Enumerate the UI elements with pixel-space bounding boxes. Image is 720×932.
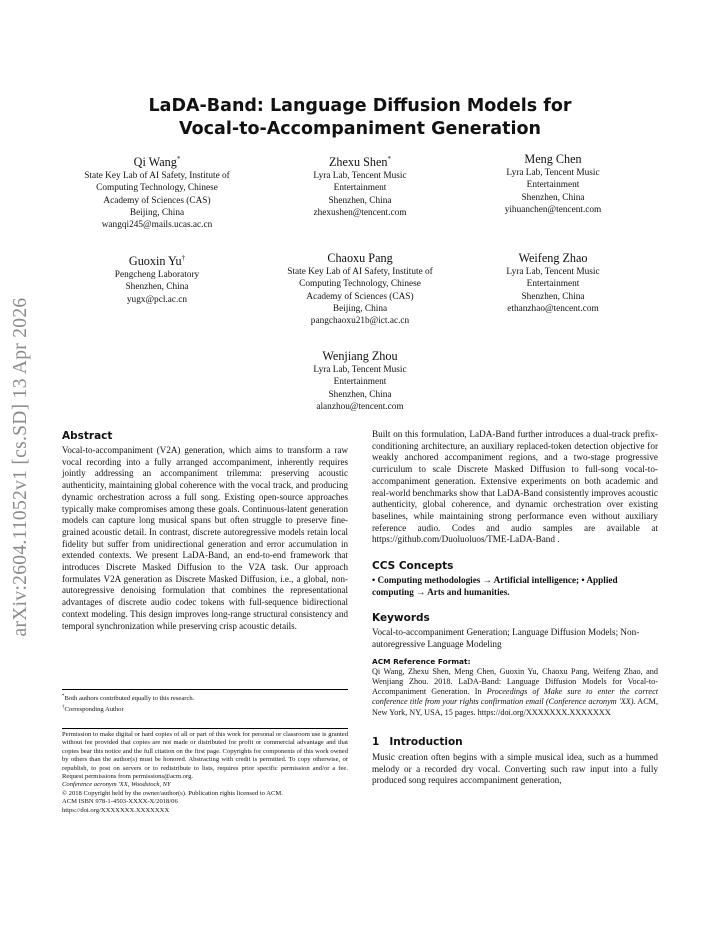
reference-tail: ACM, New York, NY, USA, 15 pages. https://doi.org/XXXXXXX.XXXXXXX [372,697,658,717]
reference-format-heading: ACM Reference Format: [372,656,471,666]
author-location: Shenzhen, China [328,389,392,400]
author-name: Chaoxu Pang [327,251,393,265]
reference-authors: Qi Wang, Zhexu Shen, Meng Chen, Guoxin Yu, Chaoxu Pang, Weifeng Zhao, and Wenjiang Zhou. 2018. LaDA-Band: Language Diffusion Models for Vocal-to-Accompaniment Generation. In [372,666,658,697]
introduction-text: Music creation often begins with a simple musical idea, such as a hummed melody or a recorded dry vocal. Converting such raw input into a fully produced song requires accompaniment generation, [372,751,658,786]
author-location: Beijing, China [129,207,185,218]
arxiv-id-text: arXiv:2604.11052v1 [cs.SD] 13 Apr 2026 [10,297,31,637]
author-affiliation: Entertainment [333,377,387,388]
ccs-heading: CCS Concepts [372,560,454,573]
author-affiliation: Entertainment [526,279,580,290]
author-name: Qi Wang [133,155,177,170]
author-location: Beijing, China [332,303,388,314]
conference-line: Conference acronym 'XX, Woodstock, NY [62,781,171,789]
arxiv-identifier [8,262,34,672]
left-column [62,429,348,632]
doi-link[interactable]: https://doi.org/XXXXXXX.XXXXXXX [62,806,170,814]
author-affiliation: Lyra Lab, Tencent Music [506,267,600,277]
author-affiliation: Academy of Sciences (CAS) [103,195,211,206]
keywords-heading: Keywords [372,612,430,625]
permission-block [62,728,348,815]
introduction-heading [372,735,658,749]
ccs-concepts-text: • Computing methodologies → Artificial intelligence; • Applied computing → Arts and humanities. [372,575,618,597]
copyright-line: © 2018 Copyright held by the owner/author(s). Publication rights licensed to ACM. [62,789,283,797]
author-name: Weifeng Zhao [518,251,588,265]
equal-contribution-note: Both authors contributed equally to this research. [64,695,195,703]
abstract-heading: Abstract [62,430,113,442]
author-block [265,251,455,327]
section-title: Introduction [389,735,463,748]
abstract-continued-text: Built on this formulation, LaDA-Band further introduces a dual-track prefix-conditioning architecture, an auxiliary replaced-token detection objective for weakly anchored accompaniment regions, and a two-stage progressive curriculum to scale Discrete Masked Diffusion to full-song vocal-to-accompaniment generation. Extensive experiments on both academic and real-world benchmarks show that LaDA-Band consistently improves acoustic authenticity, global coherence, and dynamic orchestration over existing baselines, while maintaining strong performance even without auxiliary reference audio. Codes and audio samples are available at https://github.com/Duoluoluos/TME-LaDA-Band . [372,429,658,545]
author-affiliation: Pengcheng Laboratory [114,270,200,281]
author-affiliation: State Key Lab of AI Safety, Institute of [287,267,433,277]
corresponding-mark: † [181,254,186,262]
corresponding-mark: † [62,704,65,710]
author-block [265,349,455,413]
author-location: Shenzhen, China [328,195,392,206]
title-line-1: LaDA-Band: Language Diffusion Models for [148,96,572,116]
author-affiliation: State Key Lab of AI Safety, Institute of [84,171,230,182]
corresponding-author-note: Corresponding Author [64,705,124,713]
author-affiliation: Academy of Sciences (CAS) [306,291,414,302]
title-line-2: Vocal-to-Accompaniment Generation [179,119,541,139]
author-location: Shenzhen, China [521,192,585,203]
author-location: Shenzhen, China [125,282,189,293]
author-affiliation: Lyra Lab, Tencent Music [313,365,407,375]
abstract-text: Vocal-to-accompaniment (V2A) generation, which aims to transform a raw vocal recording into a fully arranged accompaniment, inherently requires jointly addressing an accompaniment trilemma: preserving acoustic authenticity, maintaining global coherence with the vocal track, and producing dynamic orchestration across a full song. Existing open-source approaches typically make compromises among these goals. Continuous-latent generation models can capture long musical spans but often struggle to preserve fine-grained acoustic detail. In contrast, discrete autoregressive models retain local fidelity but suffer from unidirectional generation and error accumulation in extended contexts. We present LaDA-Band, an end-to-end framework that introduces Discrete Masked Diffusion to the V2A task. Our approach formulates V2A generation as Discrete Masked Diffusion, i.e., a global, non-autoregressive denoising formulation that combines the representational advantages of discrete audio codec tokens with full-sequence bidirectional context modeling. This design improves long-range structural consistency and temporal synchronization while preserving crisp acoustic details. [62,445,348,631]
author-block [62,152,252,232]
author-block [458,251,648,315]
paper-title [60,95,660,141]
equal-contribution-mark: * [62,694,65,699]
section-number: 1 [372,735,380,748]
author-name: Meng Chen [524,152,582,166]
author-footnotes [62,689,348,714]
author-affiliation: Lyra Lab, Tencent Music [313,171,407,182]
author-block [62,251,252,306]
author-affiliation: Computing Technology, Chinese [299,279,421,290]
author-affiliation: Computing Technology, Chinese [96,183,218,194]
author-affiliation: Entertainment [526,180,580,191]
author-email[interactable]: wangqi245@mails.ucas.ac.cn [101,220,213,231]
author-block [458,152,648,216]
author-email[interactable]: zhexushen@tencent.com [313,207,407,218]
reference-format-text [372,667,658,718]
author-block [265,152,455,219]
equal-contribution-mark: * [176,155,181,163]
author-email[interactable]: ethanzhao@tencent.com [507,303,599,314]
permission-text: Permission to make digital or hard copies of all or part of this work for personal or classroom use is granted without fee provided that copies are not made or distributed for profit or commercial advantage and that copies bear this notice and the full citation on the first page. Copyrights for components of this work owned by others than the author(s) must be honored. Abstracting with credit is permitted. To copy otherwise, or republish, to post on servers or to redistribute to lists, requires prior specific permission and/or a fee. Request permissions from permissions@acm.org. [62,731,348,781]
author-email[interactable]: pangchaoxu21b@ict.ac.cn [310,316,410,327]
author-affiliation: Entertainment [333,183,387,194]
author-affiliation: Lyra Lab, Tencent Music [506,168,600,178]
author-email[interactable]: yugx@pcl.ac.cn [126,294,188,305]
author-name: Guoxin Yu [128,254,182,269]
author-email[interactable]: alanzhou@tencent.com [316,401,404,412]
author-name: Wenjiang Zhou [322,349,398,363]
right-column [372,429,658,787]
keywords-text: Vocal-to-accompaniment Generation; Language Diffusion Models; Non-autoregressive Language Modeling [372,627,640,650]
equal-contribution-mark: * [387,155,392,163]
author-location: Shenzhen, China [521,291,585,302]
author-name: Zhexu Shen [328,155,388,170]
isbn-line: ACM ISBN 978-1-4503-XXXX-X/2018/06 [62,798,178,806]
reference-proceedings: Proceedings of Make sure to enter the correct conference title from your rights confirmation email (Conference acronym 'XX). [372,687,658,707]
author-email[interactable]: yihuanchen@tencent.com [504,204,602,215]
